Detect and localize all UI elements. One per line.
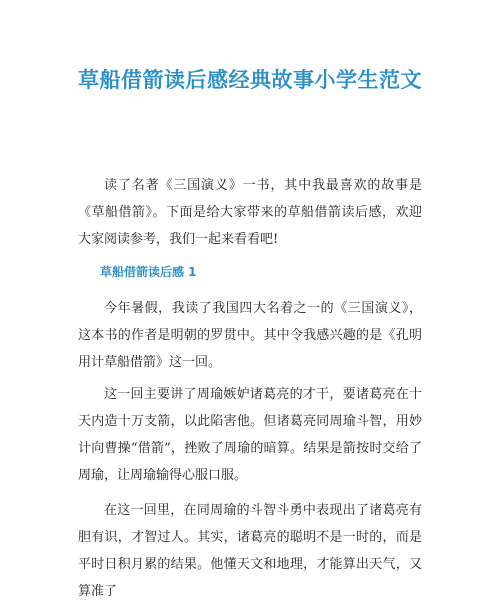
- body-paragraph: 这一回主要讲了周瑜嫉妒诸葛亮的才干，要诸葛亮在十天内造十万支箭，以此陷害他。但诸葛亮同周瑜斗智，用妙计向曹操“借箭”，挫败了周瑜的暗算。结果是箭按时交给了周瑜，让周瑜输得心服口服。: [78, 387, 422, 483]
- body-paragraph: 在这一回里，在同周瑜的斗智斗勇中表现出了诸葛亮有胆有识，才智过人。其实，诸葛亮的聪明不是一时的，而是平时日积月累的结果。他懂天文和地理，才能算出天气，又算准了: [78, 503, 422, 599]
- section-heading: 草船借箭读后感 1: [100, 265, 197, 279]
- intro-paragraph: 读了名著《三国演义》一书，其中我最喜欢的故事是《草船借箭》。下面是给大家带来的草船借箭读后感，欢迎大家阅读参考，我们一起来看看吧!: [78, 178, 422, 247]
- body-paragraph: 今年暑假，我读了我国四大名着之一的《三国演义》，这本书的作者是明朝的罗贯中。其中令我感兴趣的是《孔明用计草船借箭》这一回。: [78, 301, 422, 370]
- document-title: 草船借箭读后感经典故事小学生范文: [78, 68, 422, 92]
